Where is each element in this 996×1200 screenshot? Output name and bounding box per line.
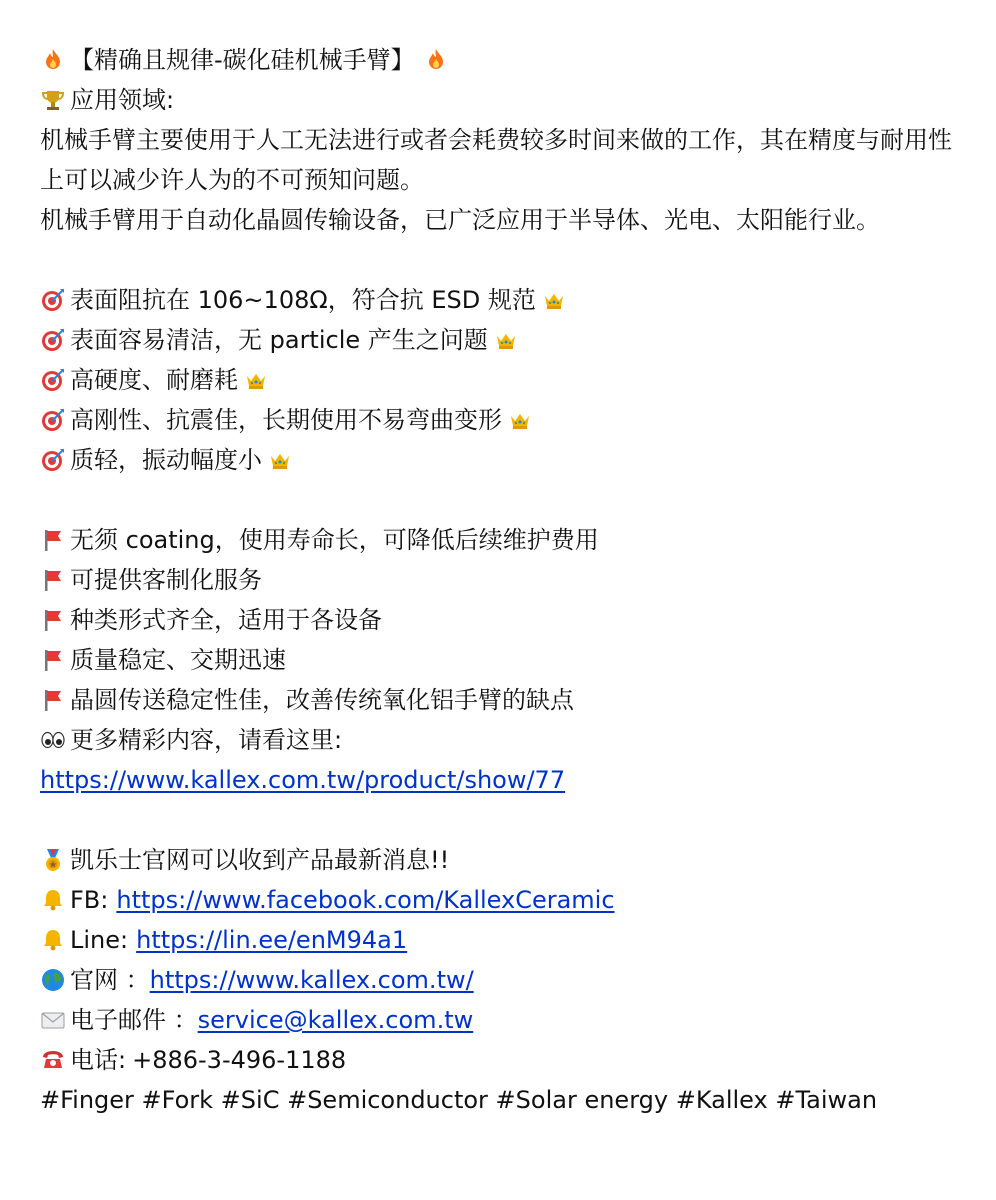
fire-icon <box>423 47 449 73</box>
more-content-line <box>40 720 960 760</box>
feature-item <box>40 440 960 480</box>
application-heading <box>40 80 960 120</box>
feature-item-text: 表面阻抗在 106~108Ω，符合抗 ESD 规范 <box>70 286 536 314</box>
advantage-item-text: 晶圆传送稳定性佳，改善传统氧化铝手臂的缺点 <box>70 686 574 714</box>
website-link[interactable]: https://www.kallex.com.tw/ <box>149 966 474 994</box>
fire-icon <box>40 47 66 73</box>
email-link[interactable]: service@kallex.com.tw <box>197 1006 474 1034</box>
advantage-item <box>40 520 960 560</box>
target-dart-icon <box>40 287 66 313</box>
feature-item-text: 质轻，振动幅度小 <box>70 446 262 474</box>
advantage-item-text: 无须 coating，使用寿命长，可降低后续维护费用 <box>70 526 599 554</box>
target-dart-icon <box>40 327 66 353</box>
bell-icon <box>40 887 66 913</box>
eyes-icon <box>40 727 66 753</box>
telephone-icon <box>40 1047 66 1073</box>
bell-icon <box>40 927 66 953</box>
feature-item <box>40 320 960 360</box>
red-flag-icon <box>40 687 66 713</box>
contact-website <box>40 960 960 1000</box>
line-link[interactable]: https://lin.ee/enM94a1 <box>136 926 408 954</box>
red-flag-icon <box>40 567 66 593</box>
advantage-item <box>40 680 960 720</box>
contact-phone <box>40 1040 960 1080</box>
medal-icon <box>40 847 66 873</box>
advantage-item-text: 种类形式齐全，适用于各设备 <box>70 606 382 634</box>
advantage-item <box>40 600 960 640</box>
feature-item-text: 高刚性、抗震佳，长期使用不易弯曲变形 <box>70 406 502 434</box>
red-flag-icon <box>40 607 66 633</box>
crown-icon <box>542 288 566 312</box>
website-label: 官网 ： <box>70 966 150 994</box>
more-content-text: 更多精彩内容，请看这里: <box>70 726 343 754</box>
contact-intro <box>40 840 960 880</box>
post-title-text: 【精确且规律-碳化硅机械手臂】 <box>70 46 415 74</box>
post-body <box>40 40 960 1120</box>
application-paragraph-2: 机械手臂用于自动化晶圆传输设备，已广泛应用于半导体、光电、太阳能行业。 <box>40 206 880 234</box>
post-title <box>40 40 960 80</box>
target-dart-icon <box>40 407 66 433</box>
feature-item <box>40 280 960 320</box>
product-link[interactable]: https://www.kallex.com.tw/product/show/77 <box>40 766 566 794</box>
phone-number: +886-3-496-1188 <box>132 1046 347 1074</box>
contact-email <box>40 1000 960 1040</box>
phone-label: 电话: <box>70 1046 127 1074</box>
feature-item-text: 表面容易清洁，无 particle 产生之问题 <box>70 326 488 354</box>
advantage-item-text: 可提供客制化服务 <box>70 566 262 594</box>
advantage-item <box>40 560 960 600</box>
feature-item <box>40 360 960 400</box>
contact-intro-text: 凯乐士官网可以收到产品最新消息!! <box>70 846 450 874</box>
advantage-item-text: 质量稳定、交期迅速 <box>70 646 286 674</box>
advantage-item <box>40 640 960 680</box>
crown-icon <box>268 448 292 472</box>
email-label: 电子邮件 ： <box>70 1006 198 1034</box>
product-link-line <box>40 760 960 800</box>
hashtags: #Finger #Fork #SiC #Semiconductor #Solar energy #Kallex #Taiwan <box>40 1086 878 1114</box>
line-label: Line: <box>70 926 129 954</box>
facebook-link[interactable]: https://www.facebook.com/KallexCeramic <box>116 886 615 914</box>
crown-icon <box>508 408 532 432</box>
trophy-icon <box>40 87 66 113</box>
feature-item-text: 高硬度、耐磨耗 <box>70 366 238 394</box>
target-dart-icon <box>40 367 66 393</box>
red-flag-icon <box>40 647 66 673</box>
feature-item <box>40 400 960 440</box>
red-flag-icon <box>40 527 66 553</box>
fb-label: FB: <box>70 886 109 914</box>
application-paragraph-1: 机械手臂主要使用于人工无法进行或者会耗费较多时间来做的工作，其在精度与耐用性上可以减少许人为的不可预知问题。 <box>40 126 952 194</box>
target-dart-icon <box>40 447 66 473</box>
contact-line <box>40 920 960 960</box>
envelope-icon <box>40 1007 66 1033</box>
crown-icon <box>494 328 518 352</box>
application-heading-text: 应用领域: <box>70 86 175 114</box>
crown-icon <box>244 368 268 392</box>
contact-fb <box>40 880 960 920</box>
globe-icon <box>40 967 66 993</box>
